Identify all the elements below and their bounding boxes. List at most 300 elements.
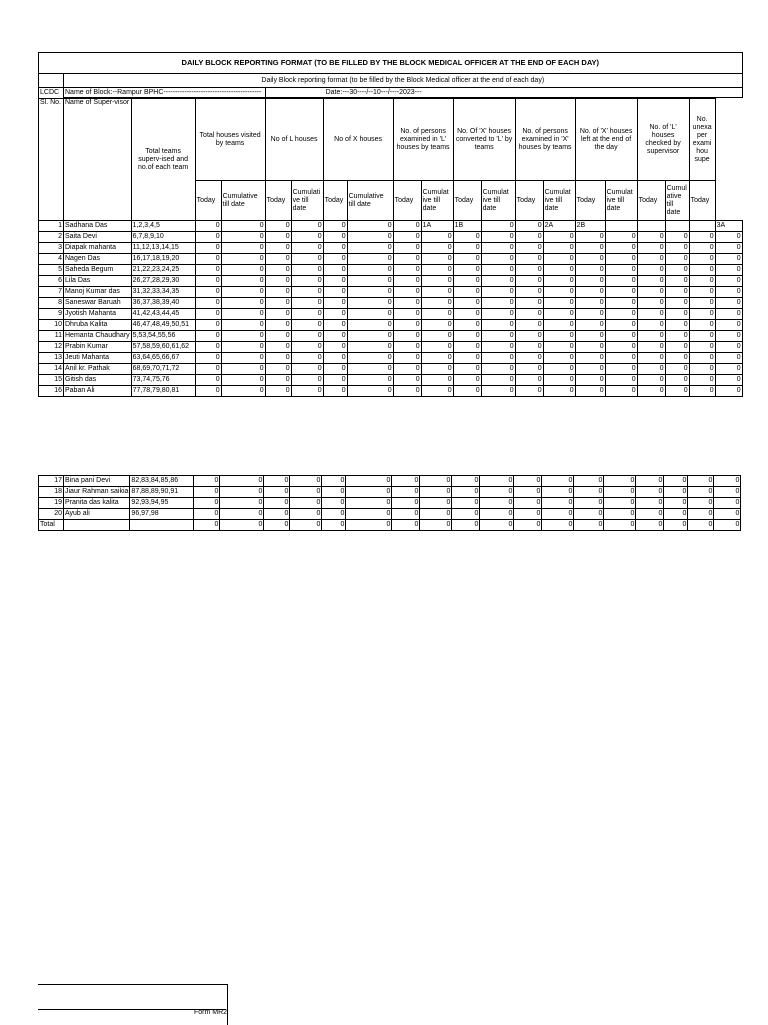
value-cell: 0 [480, 487, 514, 498]
table-row [39, 364, 743, 375]
value-cell: 0 [689, 364, 715, 375]
supervisor-name-cell: Pranita das kalita [64, 498, 130, 509]
value-cell: 0 [481, 342, 515, 353]
value-cell: 0 [515, 331, 543, 342]
value-cell: 0 [689, 342, 715, 353]
sub-today: Today [265, 181, 291, 221]
value-cell: 0 [689, 309, 715, 320]
value-cell: 0 [323, 375, 347, 386]
header-x-houses: No of X houses [323, 99, 393, 181]
value-cell: 0 [265, 276, 291, 287]
value-cell: 0 [323, 353, 347, 364]
value-cell: 0 [665, 254, 689, 265]
value-cell: 0 [605, 287, 637, 298]
value-cell: 0 [575, 331, 605, 342]
value-cell: 0 [453, 254, 481, 265]
sl-no-cell: 3 [39, 243, 64, 254]
value-cell: 0 [323, 243, 347, 254]
value-cell: 0 [195, 342, 221, 353]
value-cell: 0 [543, 309, 575, 320]
table-row [39, 232, 743, 243]
value-cell: 0 [515, 298, 543, 309]
value-cell: 0 [291, 342, 323, 353]
team-numbers-cell: 41,42,43,44,45 [131, 309, 195, 320]
value-cell: 0 [714, 509, 741, 520]
value-cell: 0 [393, 254, 421, 265]
supervisor-name-cell: Paban Ali [64, 386, 132, 397]
value-cell: 0 [265, 309, 291, 320]
sl-no-cell: 10 [39, 320, 64, 331]
value-cell: 0 [393, 364, 421, 375]
empty-cell [64, 520, 130, 531]
value-cell: 0 [575, 287, 605, 298]
value-cell: 0 [291, 254, 323, 265]
value-cell: 0 [574, 509, 604, 520]
value-cell: 0 [323, 331, 347, 342]
report-sheet [38, 52, 768, 531]
value-cell: 0 [605, 386, 637, 397]
supervisor-name-cell: Ayub ali [64, 509, 130, 520]
value-cell: 0 [195, 276, 221, 287]
table-row [39, 243, 743, 254]
value-cell: 0 [322, 509, 346, 520]
value-cell: 0 [452, 509, 480, 520]
value-cell: 0 [605, 364, 637, 375]
value-cell: 0 [481, 265, 515, 276]
value-cell: 0 [346, 487, 392, 498]
table-row [39, 320, 743, 331]
value-cell: 0 [605, 331, 637, 342]
value-cell: 0 [515, 320, 543, 331]
value-cell: 0 [542, 498, 574, 509]
value-cell: 0 [265, 375, 291, 386]
value-cell: 0 [575, 232, 605, 243]
value-cell: 0 [221, 331, 265, 342]
value-cell: 0 [221, 342, 265, 353]
value-cell: 0 [346, 498, 392, 509]
value-cell: 0 [194, 476, 220, 487]
total-value-cell: 0 [392, 520, 420, 531]
total-value-cell: 0 [574, 520, 604, 531]
value-cell: 0 [265, 221, 291, 232]
value-cell: 0 [393, 386, 421, 397]
value-cell: 0 [688, 509, 714, 520]
table-row [39, 276, 743, 287]
value-cell: 0 [291, 375, 323, 386]
value-cell: 0 [689, 265, 715, 276]
value-cell: 0 [481, 353, 515, 364]
value-cell: 0 [453, 287, 481, 298]
value-cell: 0 [574, 476, 604, 487]
value-cell: 0 [664, 487, 688, 498]
value-cell: 0 [481, 298, 515, 309]
value-cell: 0 [665, 298, 689, 309]
value-cell: 0 [542, 487, 574, 498]
value-cell: 0 [575, 243, 605, 254]
value-cell: 0 [481, 287, 515, 298]
value-cell: 0 [453, 265, 481, 276]
value-cell: 0 [689, 276, 715, 287]
value-cell: 0 [604, 509, 636, 520]
value-cell: 0 [453, 309, 481, 320]
total-value-cell: 0 [480, 520, 514, 531]
table-row [39, 298, 743, 309]
team-numbers-cell: 87,88,89,90,91 [130, 487, 194, 498]
value-cell: 0 [195, 375, 221, 386]
value-cell: 0 [575, 364, 605, 375]
value-cell [605, 221, 637, 232]
value-cell: 0 [543, 287, 575, 298]
value-cell: 0 [605, 309, 637, 320]
value-cell: 0 [265, 298, 291, 309]
sl-no-cell: 6 [39, 276, 64, 287]
value-cell: 0 [323, 276, 347, 287]
value-cell: 0 [220, 498, 264, 509]
value-cell: 0 [347, 375, 393, 386]
value-cell: 0 [715, 342, 742, 353]
value-cell: 0 [392, 498, 420, 509]
value-cell: 0 [604, 498, 636, 509]
sl-no-cell: 19 [39, 498, 64, 509]
total-value-cell: 0 [420, 520, 452, 531]
value-cell: 0 [605, 265, 637, 276]
value-cell: 0 [664, 476, 688, 487]
value-cell: 0 [575, 386, 605, 397]
value-cell: 0 [347, 342, 393, 353]
value-cell: 0 [453, 243, 481, 254]
value-cell: 0 [221, 265, 265, 276]
value-cell: 0 [265, 287, 291, 298]
value-cell: 0 [221, 221, 265, 232]
value-cell: 0 [347, 243, 393, 254]
value-cell: 0 [688, 487, 714, 498]
team-numbers-cell: 36,37,38,39,40 [131, 298, 195, 309]
supervisor-name-cell: Jiaur Rahman saikia [64, 487, 130, 498]
team-numbers-cell: 57,58,59,60,61,62 [131, 342, 195, 353]
value-cell: 0 [393, 375, 421, 386]
value-cell: 0 [265, 353, 291, 364]
value-cell: 0 [195, 232, 221, 243]
value-cell: 0 [605, 254, 637, 265]
supervisor-name-cell: Diapak mahanta [64, 243, 132, 254]
value-cell: 0 [481, 221, 515, 232]
value-cell: 0 [392, 487, 420, 498]
team-numbers-cell: 31,32,33,34,35 [131, 287, 195, 298]
value-cell: 0 [515, 276, 543, 287]
value-cell: 0 [665, 309, 689, 320]
value-cell: 0 [665, 320, 689, 331]
value-cell: 0 [715, 287, 742, 298]
value-cell: 0 [664, 509, 688, 520]
value-cell: 0 [421, 342, 453, 353]
value-cell: 0 [393, 265, 421, 276]
value-cell: 0 [605, 276, 637, 287]
value-cell: 0 [481, 386, 515, 397]
value-cell: 0 [714, 498, 741, 509]
value-cell: 0 [195, 364, 221, 375]
team-numbers-cell: 68,69,70,71,72 [131, 364, 195, 375]
value-cell: 0 [481, 309, 515, 320]
table-row [39, 309, 743, 320]
team-numbers-cell: 92,93,94,95 [130, 498, 194, 509]
value-cell: 0 [453, 276, 481, 287]
total-value-cell: 0 [664, 520, 688, 531]
value-cell: 0 [605, 243, 637, 254]
total-value-cell: 0 [514, 520, 542, 531]
header-persons-x: No. of persons examined in 'X' houses by teams [515, 99, 575, 181]
table-row [39, 386, 743, 397]
value-cell: 0 [715, 375, 742, 386]
value-cell: 0 [514, 498, 542, 509]
value-cell: 0 [605, 353, 637, 364]
value-cell: 0 [637, 265, 665, 276]
team-numbers-cell: 1,2,3,4,5 [131, 221, 195, 232]
value-cell: 0 [323, 287, 347, 298]
value-cell: 0 [221, 232, 265, 243]
value-cell [637, 221, 665, 232]
value-cell: 0 [515, 353, 543, 364]
value-cell: 0 [480, 509, 514, 520]
value-cell: 0 [453, 298, 481, 309]
value-cell: 0 [195, 243, 221, 254]
value-cell: 0 [637, 331, 665, 342]
value-cell: 0 [637, 353, 665, 364]
value-cell: 0 [194, 487, 220, 498]
total-value-cell: 0 [604, 520, 636, 531]
total-label: Total [39, 520, 64, 531]
value-cell: 0 [347, 232, 393, 243]
value-cell: 0 [575, 320, 605, 331]
value-cell: 0 [291, 364, 323, 375]
value-cell: 0 [323, 254, 347, 265]
value-cell: 0 [515, 265, 543, 276]
value-cell: 0 [347, 254, 393, 265]
value-cell: 0 [515, 364, 543, 375]
value-cell: 0 [421, 309, 453, 320]
value-cell: 0 [605, 320, 637, 331]
value-cell: 0 [543, 375, 575, 386]
value-cell: 0 [714, 476, 741, 487]
value-cell: 0 [392, 476, 420, 487]
value-cell: 0 [689, 375, 715, 386]
value-cell: 0 [715, 320, 742, 331]
value-cell: 0 [453, 353, 481, 364]
total-value-cell: 0 [220, 520, 264, 531]
table-row [39, 375, 743, 386]
value-cell: 0 [452, 498, 480, 509]
value-cell: 0 [604, 487, 636, 498]
value-cell: 1A [421, 221, 453, 232]
value-cell: 0 [542, 476, 574, 487]
value-cell: 0 [637, 298, 665, 309]
header-x-converted: No. Of 'X' houses converted to 'L' by teams [453, 99, 515, 181]
supervisor-name-cell: Saita Devi [64, 232, 132, 243]
value-cell: 0 [221, 309, 265, 320]
value-cell: 0 [291, 221, 323, 232]
value-cell: 0 [220, 487, 264, 498]
value-cell: 0 [453, 232, 481, 243]
team-numbers-cell: 77,78,79,80,81 [131, 386, 195, 397]
value-cell: 0 [265, 331, 291, 342]
value-cell: 0 [452, 476, 480, 487]
value-cell: 0 [393, 342, 421, 353]
sl-no-cell: 15 [39, 375, 64, 386]
header-l-houses: No of L houses [265, 99, 323, 181]
sub-cumulative: Cumulat ive till date [605, 181, 637, 221]
value-cell: 0 [221, 276, 265, 287]
value-cell: 0 [221, 243, 265, 254]
value-cell: 0 [515, 232, 543, 243]
value-cell: 0 [195, 353, 221, 364]
value-cell: 0 [346, 476, 392, 487]
value-cell: 0 [265, 320, 291, 331]
value-cell: 0 [393, 232, 421, 243]
value-cell: 0 [421, 364, 453, 375]
team-numbers-cell: 63,64,65,66,67 [131, 353, 195, 364]
sl-no-cell: 14 [39, 364, 64, 375]
team-numbers-cell: 46,47,48,49,50,51 [131, 320, 195, 331]
sl-no-cell: 4 [39, 254, 64, 265]
value-cell: 0 [688, 498, 714, 509]
value-cell: 0 [665, 364, 689, 375]
value-cell [665, 221, 689, 232]
value-cell: 0 [715, 309, 742, 320]
value-cell: 0 [453, 342, 481, 353]
value-cell: 0 [543, 331, 575, 342]
value-cell: 0 [195, 298, 221, 309]
value-cell: 0 [689, 243, 715, 254]
team-numbers-cell: 73,74,75,76 [131, 375, 195, 386]
value-cell: 0 [689, 232, 715, 243]
supervisor-name-cell: Jeuti Mahanta [64, 353, 132, 364]
value-cell: 0 [220, 476, 264, 487]
value-cell: 0 [290, 509, 322, 520]
value-cell: 0 [605, 232, 637, 243]
value-cell: 0 [543, 265, 575, 276]
value-cell: 0 [689, 331, 715, 342]
total-value-cell: 0 [452, 520, 480, 531]
value-cell: 0 [715, 254, 742, 265]
footer-box [38, 984, 228, 1025]
value-cell: 0 [323, 232, 347, 243]
value-cell: 0 [347, 331, 393, 342]
value-cell: 0 [453, 331, 481, 342]
value-cell: 0 [575, 254, 605, 265]
value-cell: 0 [515, 287, 543, 298]
value-cell: 0 [636, 509, 664, 520]
value-cell: 0 [689, 254, 715, 265]
value-cell: 0 [543, 353, 575, 364]
value-cell: 0 [715, 298, 742, 309]
value-cell: 0 [393, 331, 421, 342]
value-cell: 0 [421, 276, 453, 287]
value-cell: 0 [347, 276, 393, 287]
value-cell: 0 [265, 364, 291, 375]
report-table-continued [38, 475, 741, 531]
report-title: DAILY BLOCK REPORTING FORMAT (TO BE FILLED BY THE BLOCK MEDICAL OFFICER AT THE END OF EACH DAY) [39, 53, 743, 74]
value-cell: 0 [420, 509, 452, 520]
table-row [39, 331, 743, 342]
value-cell: 0 [323, 265, 347, 276]
value-cell: 0 [195, 331, 221, 342]
value-cell: 0 [265, 342, 291, 353]
team-numbers-cell: 96,97,98 [130, 509, 194, 520]
supervisor-name-cell: Bina pani Devi [64, 476, 130, 487]
sub-today: Today [195, 181, 221, 221]
value-cell: 0 [291, 276, 323, 287]
value-cell: 0 [689, 353, 715, 364]
value-cell: 0 [221, 254, 265, 265]
value-cell: 0 [575, 298, 605, 309]
value-cell: 0 [195, 320, 221, 331]
team-numbers-cell: 21,22,23,24,25 [131, 265, 195, 276]
value-cell: 0 [637, 254, 665, 265]
value-cell: 0 [347, 309, 393, 320]
value-cell: 0 [480, 498, 514, 509]
value-cell: 0 [481, 243, 515, 254]
supervisor-name-cell: Hemanta Chaudhary [64, 331, 132, 342]
sl-no-cell: 12 [39, 342, 64, 353]
value-cell: 0 [453, 364, 481, 375]
value-cell: 0 [323, 342, 347, 353]
value-cell: 0 [688, 476, 714, 487]
value-cell: 0 [194, 509, 220, 520]
supervisor-name-cell: Prabin Kumar [64, 342, 132, 353]
value-cell: 0 [481, 375, 515, 386]
value-cell: 0 [575, 276, 605, 287]
supervisor-name-cell: Dhruba Kalita [64, 320, 132, 331]
supervisor-name-cell: Lila Das [64, 276, 132, 287]
value-cell: 0 [195, 386, 221, 397]
value-cell: 0 [453, 386, 481, 397]
value-cell: 0 [543, 364, 575, 375]
value-cell: 0 [543, 320, 575, 331]
value-cell: 0 [393, 287, 421, 298]
supervisor-name-cell: Gitish das [64, 375, 132, 386]
value-cell: 0 [221, 353, 265, 364]
table-row [39, 221, 743, 232]
sl-no-cell: 13 [39, 353, 64, 364]
value-cell: 0 [421, 320, 453, 331]
value-cell: 0 [322, 476, 346, 487]
value-cell: 0 [291, 298, 323, 309]
value-cell: 0 [291, 287, 323, 298]
value-cell: 0 [392, 509, 420, 520]
value-cell: 0 [322, 487, 346, 498]
value-cell: 0 [481, 320, 515, 331]
value-cell: 0 [665, 342, 689, 353]
value-cell: 0 [689, 287, 715, 298]
table-row [39, 487, 741, 498]
value-cell: 0 [604, 476, 636, 487]
value-cell: 3A [715, 221, 742, 232]
value-cell: 0 [347, 298, 393, 309]
header-l-checked: No. of 'L' houses checked by supervisor [637, 99, 689, 181]
form-code: Form MR2 [194, 1009, 228, 1016]
value-cell: 0 [291, 353, 323, 364]
value-cell: 0 [221, 287, 265, 298]
sl-no-cell: 18 [39, 487, 64, 498]
value-cell: 0 [347, 221, 393, 232]
value-cell: 0 [323, 364, 347, 375]
value-cell: 0 [575, 375, 605, 386]
value-cell: 0 [665, 375, 689, 386]
value-cell: 0 [715, 265, 742, 276]
value-cell: 0 [637, 320, 665, 331]
value-cell: 0 [543, 243, 575, 254]
supervisor-name-cell: Manoj Kumar das [64, 287, 132, 298]
value-cell: 0 [637, 364, 665, 375]
